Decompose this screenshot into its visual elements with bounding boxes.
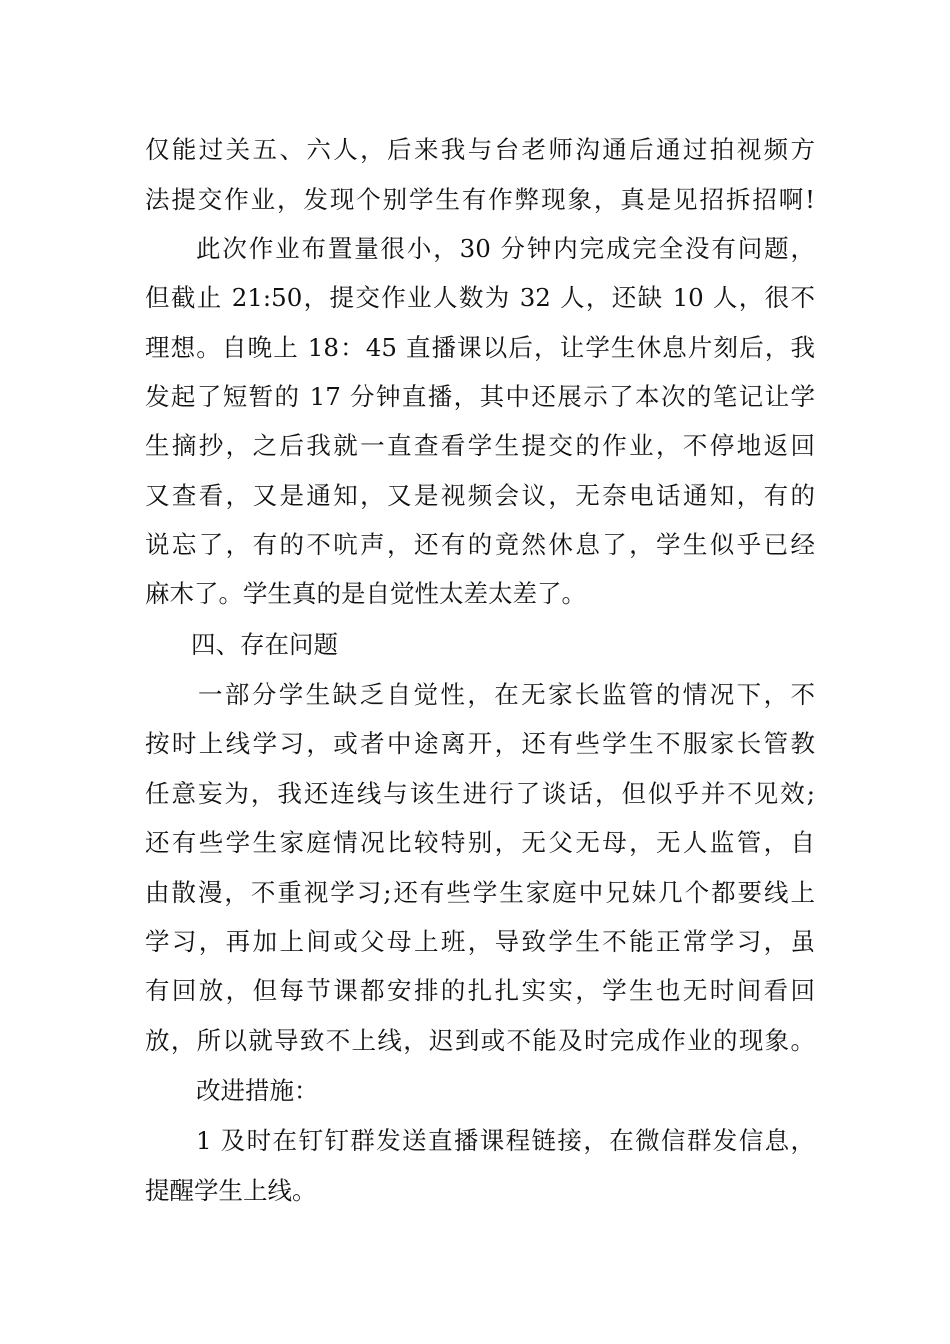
text-line-9: 说忘了，有的不吭声，还有的竟然休息了，学生似乎已经 (145, 530, 815, 559)
text-line-10: 麻木了。学生真的是自觉性太差太差了。 (145, 579, 586, 608)
text-line-18: 有回放，但每节课都安排的扎扎实实，学生也无时间看回 (145, 976, 815, 1005)
text-line-17: 学习，再加上间或父母上班，导致学生不能正常学习，虽 (145, 927, 815, 956)
text-line-4: 但截止 21:50，提交作业人数为 32 人，还缺 10 人，很不 (145, 283, 815, 312)
text-line-5: 理想。自晚上 18：45 直播课以后，让学生休息片刻后，我 (145, 333, 815, 362)
text-line-16: 由散漫，不重视学习;还有些学生家庭中兄妹几个都要线上 (145, 878, 815, 907)
text-line-19: 放，所以就导致不上线，迟到或不能及时完成作业的现象。 (145, 1026, 815, 1055)
section-heading: 四、存在问题 (191, 630, 338, 659)
text-line-13: 按时上线学习，或者中途离开，还有些学生不服家长管教 (145, 729, 815, 758)
text-line-1: 仅能过关五、六人，后来我与台老师沟通后通过拍视频方 (145, 135, 815, 164)
text-line-14: 任意妄为，我还连线与该生进行了谈话，但似乎并不见效; (145, 779, 815, 808)
text-line-22: 提醒学生上线。 (145, 1176, 317, 1205)
text-line-3: 此次作业布置量很小，30 分钟内完成完全没有问题， (196, 234, 815, 263)
text-line-2: 法提交作业，发现个别学生有作弊现象，真是见招拆招啊! (145, 185, 815, 214)
text-line-21: 1 及时在钉钉群发送直播课程链接，在微信群发信息， (196, 1126, 815, 1155)
text-line-15: 还有些学生家庭情况比较特别，无父无母，无人监管，自 (145, 828, 815, 857)
text-line-6: 发起了短暂的 17 分钟直播，其中还展示了本次的笔记让学 (145, 382, 815, 411)
text-line-8: 又查看，又是通知，又是视频会议，无奈电话通知，有的 (145, 481, 815, 510)
text-line-7: 生摘抄，之后我就一直查看学生提交的作业，不停地返回 (145, 431, 815, 460)
subheading: 改进措施： (196, 1076, 319, 1105)
text-line-12: 一部分学生缺乏自觉性，在无家长监管的情况下，不 (198, 680, 815, 709)
